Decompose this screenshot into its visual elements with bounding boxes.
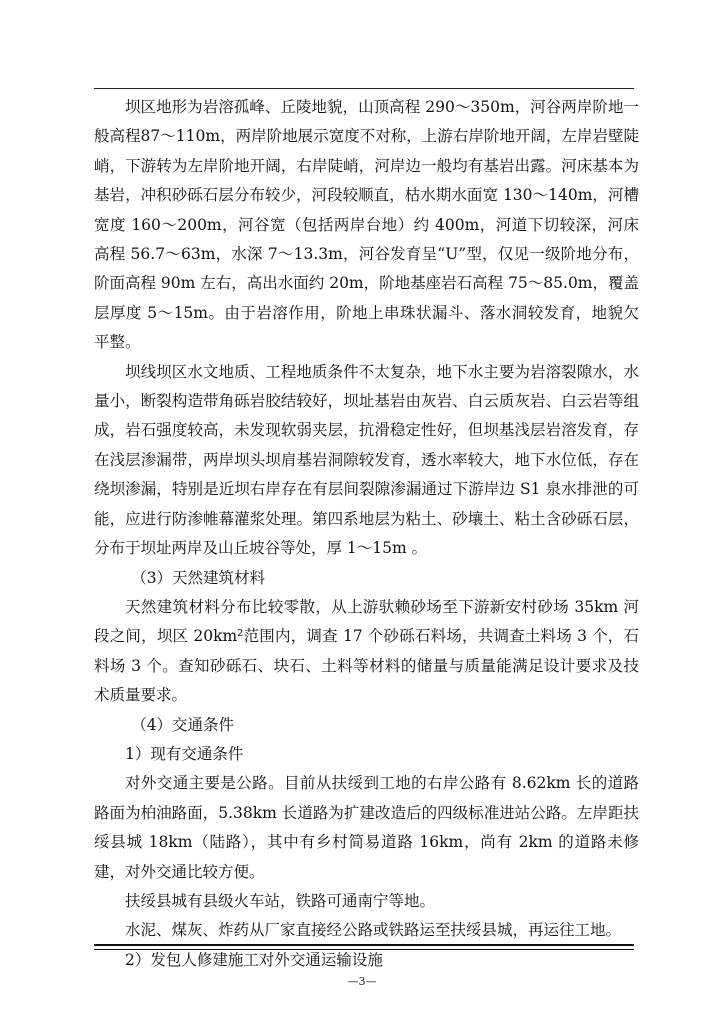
footer-rule-thick	[94, 944, 634, 946]
paragraph-external-traffic: 对外交通主要是公路。目前从扶绥到工地的右岸公路有 8.62km 长的道路路面为柏油路面，5.38km 长道路为扩建改造后的四级标准进站公路。左岸距扶绥县城 18km（陆路），其中有乡村简易道路 16km，尚有 2km 的道路未修建，对外交通比较方便。	[94, 774, 639, 881]
paragraph-geology: 坝线坝区水文地质、工程地质条件不太复杂，地下水主要为岩溶裂隙水，水量小，断裂构造带角砾岩胶结较好，坝址基岩由灰岩、白云质灰岩、白云岩等组成，岩石强度较高，未发现软弱夹层，抗滑稳定性好，但坝基浅层岩溶发育，存在浅层渗漏带，两岸坝头坝肩基岩洞隙较发育，透水率较大，地下水位低，存在绕坝渗漏，特别是近坝右岸存在有层间裂隙渗漏通过下游岸边 S1 泉水排泄的可能，应进行防渗帷幕灌浆处理。第四系地层为粘土、砂壤土、粘土含砂砾石层，分布于坝址两岸及山丘坡谷等处，厚 1～15m 。	[94, 362, 639, 558]
subheading-existing-traffic: 1）现有交通条件	[125, 744, 244, 763]
document-body	[94, 93, 639, 975]
subheading-employer-facilities: 2）发包人修建施工对外交通运输设施	[125, 950, 383, 969]
heading-building-materials: （3）天然建筑材料	[131, 568, 266, 587]
paragraph-terrain: 坝区地形为岩溶孤峰、丘陵地貌，山顶高程 290～350m，河谷两岸阶地一般高程87～110m，两岸阶地展示宽度不对称，上游右岸阶地开阔，左岸岩壁陡峭，下游转为左岸阶地开阔，右岸陡峭，河岸边一般均有基岩出露。河床基本为基岩，冲积砂砾石层分布较少，河段较顺直，枯水期水面宽 130～140m，河槽宽度 160～200m，河谷宽（包括两岸台地）约 400m，河道下切较深，河床高程 56.7～63m，水深 7～13.3m，河谷发育呈“U”型，仅见一级阶地分布，阶面高程 90m 左右，高出水面约 20m，阶地基座岩石高程 75～85.0m，覆盖层厚度 5～15m。由于岩溶作用，阶地上串珠状漏斗、落水洞较发育，地貌欠平整。	[94, 98, 639, 352]
paragraph-building-materials: 天然建筑材料分布比较零散，从上游驮赖砂场至下游新安村砂场 35km 河段之间，坝区 20km²范围内，调查 17 个砂砾石料场，共调查土料场 3 个，石料场 3 个。查知砂砾石、块石、土料等材料的储量与质量能满足设计要求及技术质量要求。	[94, 597, 639, 705]
header-rule	[94, 88, 634, 89]
footer-rule-thin	[94, 949, 634, 950]
paragraph-materials-transport: 水泥、煤灰、炸药从厂家直接经公路或铁路运至扶绥县城，再运往工地。	[125, 921, 622, 940]
heading-traffic-conditions: （4）交通条件	[131, 715, 235, 734]
page-number: —3—	[347, 975, 377, 988]
paragraph-railway: 扶绥县城有县级火车站，铁路可通南宁等地。	[125, 891, 436, 910]
